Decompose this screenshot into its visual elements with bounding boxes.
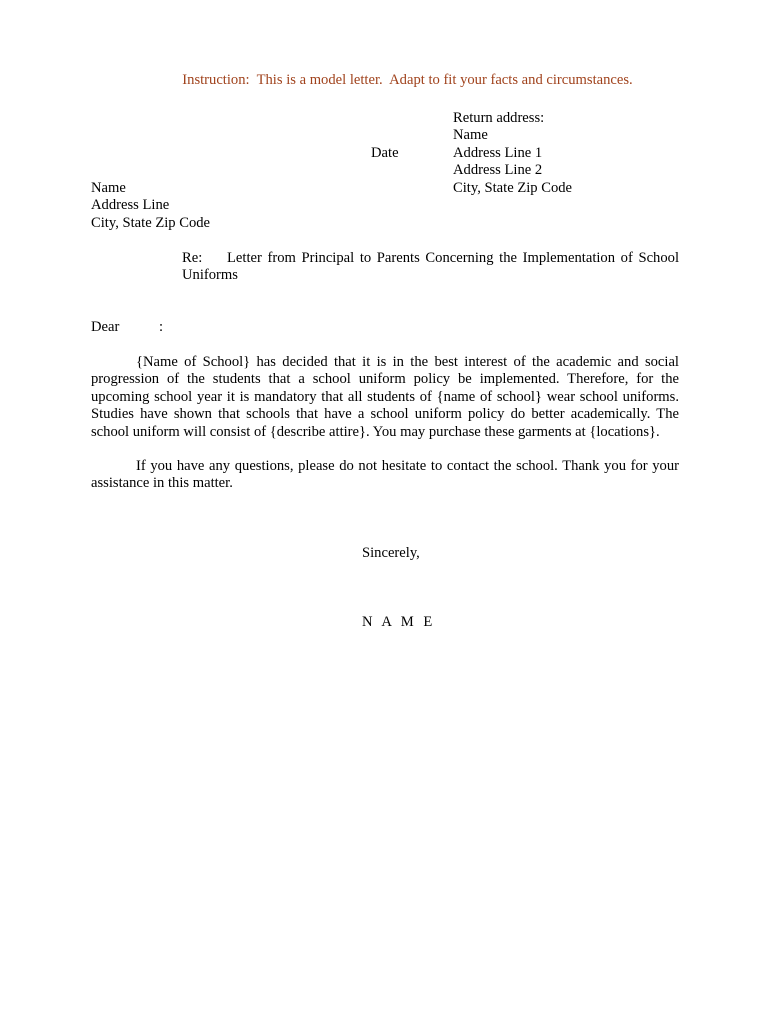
return-address-label: Return address: bbox=[453, 110, 545, 126]
date-placeholder: Date bbox=[371, 145, 399, 161]
recipient-address: Address Line bbox=[91, 197, 170, 214]
subject-line1: Letter from Principal to Parents Concerning the Implementation of School bbox=[227, 250, 679, 266]
return-address-line1: Address Line 1 bbox=[453, 144, 543, 161]
salutation-word: Dear bbox=[91, 319, 120, 335]
closing: Sincerely, bbox=[362, 545, 420, 561]
signature-name: N A M E bbox=[362, 614, 436, 630]
recipient-address-block bbox=[91, 180, 210, 232]
body-paragraph-1 bbox=[91, 354, 679, 441]
return-address-line2: Address Line 2 bbox=[453, 162, 543, 179]
body-paragraph-1-text: {Name of School} has decided that it is in the best interest of the academic and social progression of the students that a school uniform policy be implemented. Therefore, for the upcoming school year it is mandatory that all students of {name of school} wear school uniforms. Studies have shown that schools that have a school uniform policy do better academically. The school uniform will consist of {describe attire}. You may purchase these garments at {locations}. bbox=[91, 354, 679, 440]
subject-line2: Uniforms bbox=[182, 267, 238, 283]
return-address-name: Name bbox=[453, 127, 488, 144]
body-paragraph-2-text: If you have any questions, please do not hesitate to contact the school. Thank you for your assistance in this matter. bbox=[91, 458, 679, 492]
body-paragraph-2 bbox=[91, 458, 679, 493]
return-address-block bbox=[453, 110, 572, 197]
instruction-note: Instruction: This is a model letter. Adapt to fit your facts and circumstances. bbox=[182, 72, 633, 88]
recipient-city: City, State Zip Code bbox=[91, 214, 211, 231]
return-address-city: City, State Zip Code bbox=[453, 179, 573, 196]
recipient-name: Name bbox=[91, 180, 126, 196]
subject-label: Re: bbox=[182, 250, 203, 266]
salutation bbox=[91, 319, 164, 336]
salutation-colon: : bbox=[159, 319, 164, 335]
